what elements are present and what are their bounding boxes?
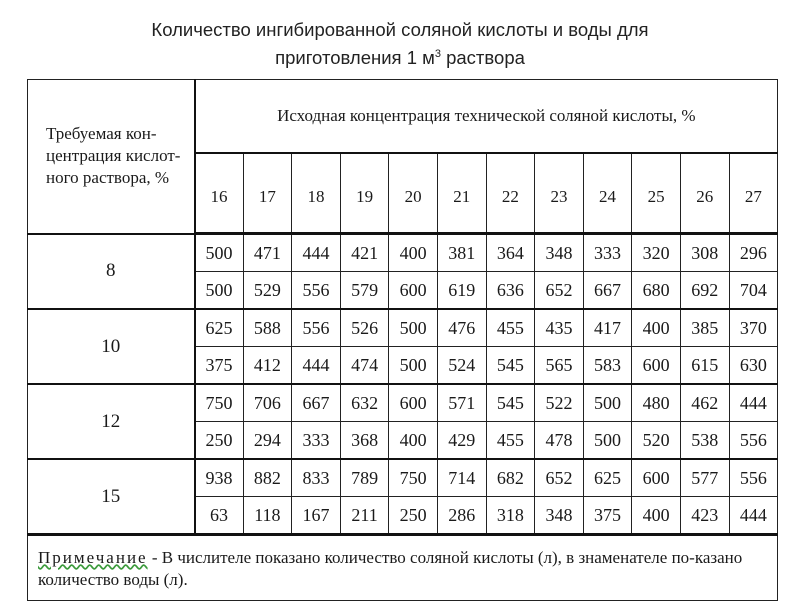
- water-volume-cell: 615: [680, 347, 729, 385]
- note-row: [28, 535, 778, 601]
- acid-volume-cell: 789: [340, 459, 389, 497]
- acid-volume-cell: 706: [243, 384, 292, 422]
- water-volume-cell: 412: [243, 347, 292, 385]
- water-volume-cell: 211: [340, 497, 389, 535]
- acid-volume-cell: 938: [195, 459, 244, 497]
- acid-volume-cell: 370: [729, 309, 778, 347]
- water-volume-cell: 652: [535, 272, 584, 310]
- water-volume-cell: 400: [389, 422, 438, 460]
- acid-volume-cell: 435: [535, 309, 584, 347]
- concentration-table: [27, 79, 778, 601]
- water-volume-cell: 667: [583, 272, 632, 310]
- source-concentration-cell: 20: [389, 153, 438, 234]
- source-concentration-cell: 26: [680, 153, 729, 234]
- acid-volume-cell: 462: [680, 384, 729, 422]
- acid-volume-cell: 480: [632, 384, 681, 422]
- acid-volume-cell: 526: [340, 309, 389, 347]
- title-line-1: Количество ингибированной соляной кислоты и воды для: [151, 19, 649, 40]
- water-volume-cell: 500: [583, 422, 632, 460]
- source-concentration-cell: 21: [437, 153, 486, 234]
- acid-volume-cell: 500: [389, 309, 438, 347]
- acid-volume-cell: 577: [680, 459, 729, 497]
- note-label: Примечание: [38, 548, 148, 567]
- water-volume-cell: 600: [389, 272, 438, 310]
- source-concentration-cell: 19: [340, 153, 389, 234]
- water-volume-cell: 368: [340, 422, 389, 460]
- page-title: [0, 18, 800, 70]
- acid-volume-cell: 333: [583, 234, 632, 272]
- water-volume-cell: 556: [292, 272, 341, 310]
- required-concentration-header: Требуемая кон-центрация кислот-ного раствора, %: [28, 80, 195, 234]
- water-volume-cell: 704: [729, 272, 778, 310]
- acid-volume-cell: 500: [583, 384, 632, 422]
- water-volume-cell: 444: [729, 497, 778, 535]
- acid-volume-cell: 632: [340, 384, 389, 422]
- acid-volume-cell: 600: [389, 384, 438, 422]
- water-volume-cell: 474: [340, 347, 389, 385]
- acid-volume-cell: 381: [437, 234, 486, 272]
- acid-row: [28, 309, 778, 347]
- water-volume-cell: 250: [195, 422, 244, 460]
- source-concentration-cell: 23: [535, 153, 584, 234]
- note-text: - В числителе показано количество соляной кислоты (л), в знаменателе по-казано количество воды (л).: [38, 548, 743, 589]
- title-superscript: 3: [434, 48, 441, 60]
- water-volume-cell: 529: [243, 272, 292, 310]
- acid-volume-cell: 385: [680, 309, 729, 347]
- table-body: [28, 234, 778, 535]
- source-concentration-cell: 24: [583, 153, 632, 234]
- acid-volume-cell: 750: [389, 459, 438, 497]
- water-volume-cell: 455: [486, 422, 535, 460]
- required-concentration-cell: 15: [28, 459, 195, 535]
- acid-volume-cell: 320: [632, 234, 681, 272]
- water-volume-cell: 400: [632, 497, 681, 535]
- water-volume-cell: 500: [195, 272, 244, 310]
- water-volume-cell: 579: [340, 272, 389, 310]
- acid-volume-cell: 714: [437, 459, 486, 497]
- acid-volume-cell: 571: [437, 384, 486, 422]
- water-volume-cell: 500: [389, 347, 438, 385]
- water-volume-cell: 294: [243, 422, 292, 460]
- acid-volume-cell: 522: [535, 384, 584, 422]
- acid-volume-cell: 625: [583, 459, 632, 497]
- water-volume-cell: 636: [486, 272, 535, 310]
- water-volume-cell: 680: [632, 272, 681, 310]
- water-volume-cell: 333: [292, 422, 341, 460]
- water-volume-cell: 423: [680, 497, 729, 535]
- acid-volume-cell: 833: [292, 459, 341, 497]
- water-volume-cell: 118: [243, 497, 292, 535]
- water-volume-cell: 478: [535, 422, 584, 460]
- acid-volume-cell: 444: [729, 384, 778, 422]
- acid-volume-cell: 667: [292, 384, 341, 422]
- source-concentration-cell: 22: [486, 153, 535, 234]
- water-volume-cell: 286: [437, 497, 486, 535]
- acid-volume-cell: 545: [486, 384, 535, 422]
- water-volume-cell: 63: [195, 497, 244, 535]
- title-line-2: [0, 42, 800, 70]
- water-volume-cell: 524: [437, 347, 486, 385]
- water-volume-cell: 538: [680, 422, 729, 460]
- acid-volume-cell: 588: [243, 309, 292, 347]
- acid-volume-cell: 750: [195, 384, 244, 422]
- acid-volume-cell: 500: [195, 234, 244, 272]
- source-concentration-cell: 27: [729, 153, 778, 234]
- acid-volume-cell: 471: [243, 234, 292, 272]
- acid-row: [28, 459, 778, 497]
- acid-volume-cell: 400: [632, 309, 681, 347]
- acid-volume-cell: 625: [195, 309, 244, 347]
- acid-volume-cell: 364: [486, 234, 535, 272]
- acid-volume-cell: 417: [583, 309, 632, 347]
- water-volume-cell: 375: [195, 347, 244, 385]
- water-volume-cell: 630: [729, 347, 778, 385]
- acid-volume-cell: 444: [292, 234, 341, 272]
- acid-volume-cell: 556: [729, 459, 778, 497]
- water-volume-cell: 619: [437, 272, 486, 310]
- water-volume-cell: 600: [632, 347, 681, 385]
- required-concentration-cell: 8: [28, 234, 195, 310]
- water-volume-cell: 565: [535, 347, 584, 385]
- source-concentration-cell: 16: [195, 153, 244, 234]
- acid-volume-cell: 348: [535, 234, 584, 272]
- required-concentration-cell: 10: [28, 309, 195, 384]
- water-volume-cell: 429: [437, 422, 486, 460]
- acid-volume-cell: 556: [292, 309, 341, 347]
- acid-volume-cell: 421: [340, 234, 389, 272]
- water-volume-cell: 167: [292, 497, 341, 535]
- acid-volume-cell: 882: [243, 459, 292, 497]
- title-line-2-suffix: раствора: [440, 47, 525, 69]
- source-concentration-header: Исходная концентрация технической соляной кислоты, %: [195, 80, 778, 154]
- acid-row: [28, 234, 778, 272]
- source-concentration-cell: 25: [632, 153, 681, 234]
- title-line-2-prefix: приготовления 1 м: [275, 47, 435, 69]
- acid-volume-cell: 600: [632, 459, 681, 497]
- water-volume-cell: 556: [729, 422, 778, 460]
- note-cell: [28, 535, 778, 601]
- water-volume-cell: 692: [680, 272, 729, 310]
- water-volume-cell: 375: [583, 497, 632, 535]
- water-volume-cell: 348: [535, 497, 584, 535]
- acid-volume-cell: 682: [486, 459, 535, 497]
- water-volume-cell: 444: [292, 347, 341, 385]
- water-volume-cell: 545: [486, 347, 535, 385]
- water-volume-cell: 318: [486, 497, 535, 535]
- required-concentration-cell: 12: [28, 384, 195, 459]
- acid-volume-cell: 652: [535, 459, 584, 497]
- acid-volume-cell: 400: [389, 234, 438, 272]
- acid-volume-cell: 308: [680, 234, 729, 272]
- acid-volume-cell: 296: [729, 234, 778, 272]
- source-concentration-cell: 18: [292, 153, 341, 234]
- source-concentration-cell: 17: [243, 153, 292, 234]
- acid-volume-cell: 455: [486, 309, 535, 347]
- water-volume-cell: 250: [389, 497, 438, 535]
- water-volume-cell: 583: [583, 347, 632, 385]
- acid-row: [28, 384, 778, 422]
- water-volume-cell: 520: [632, 422, 681, 460]
- acid-volume-cell: 476: [437, 309, 486, 347]
